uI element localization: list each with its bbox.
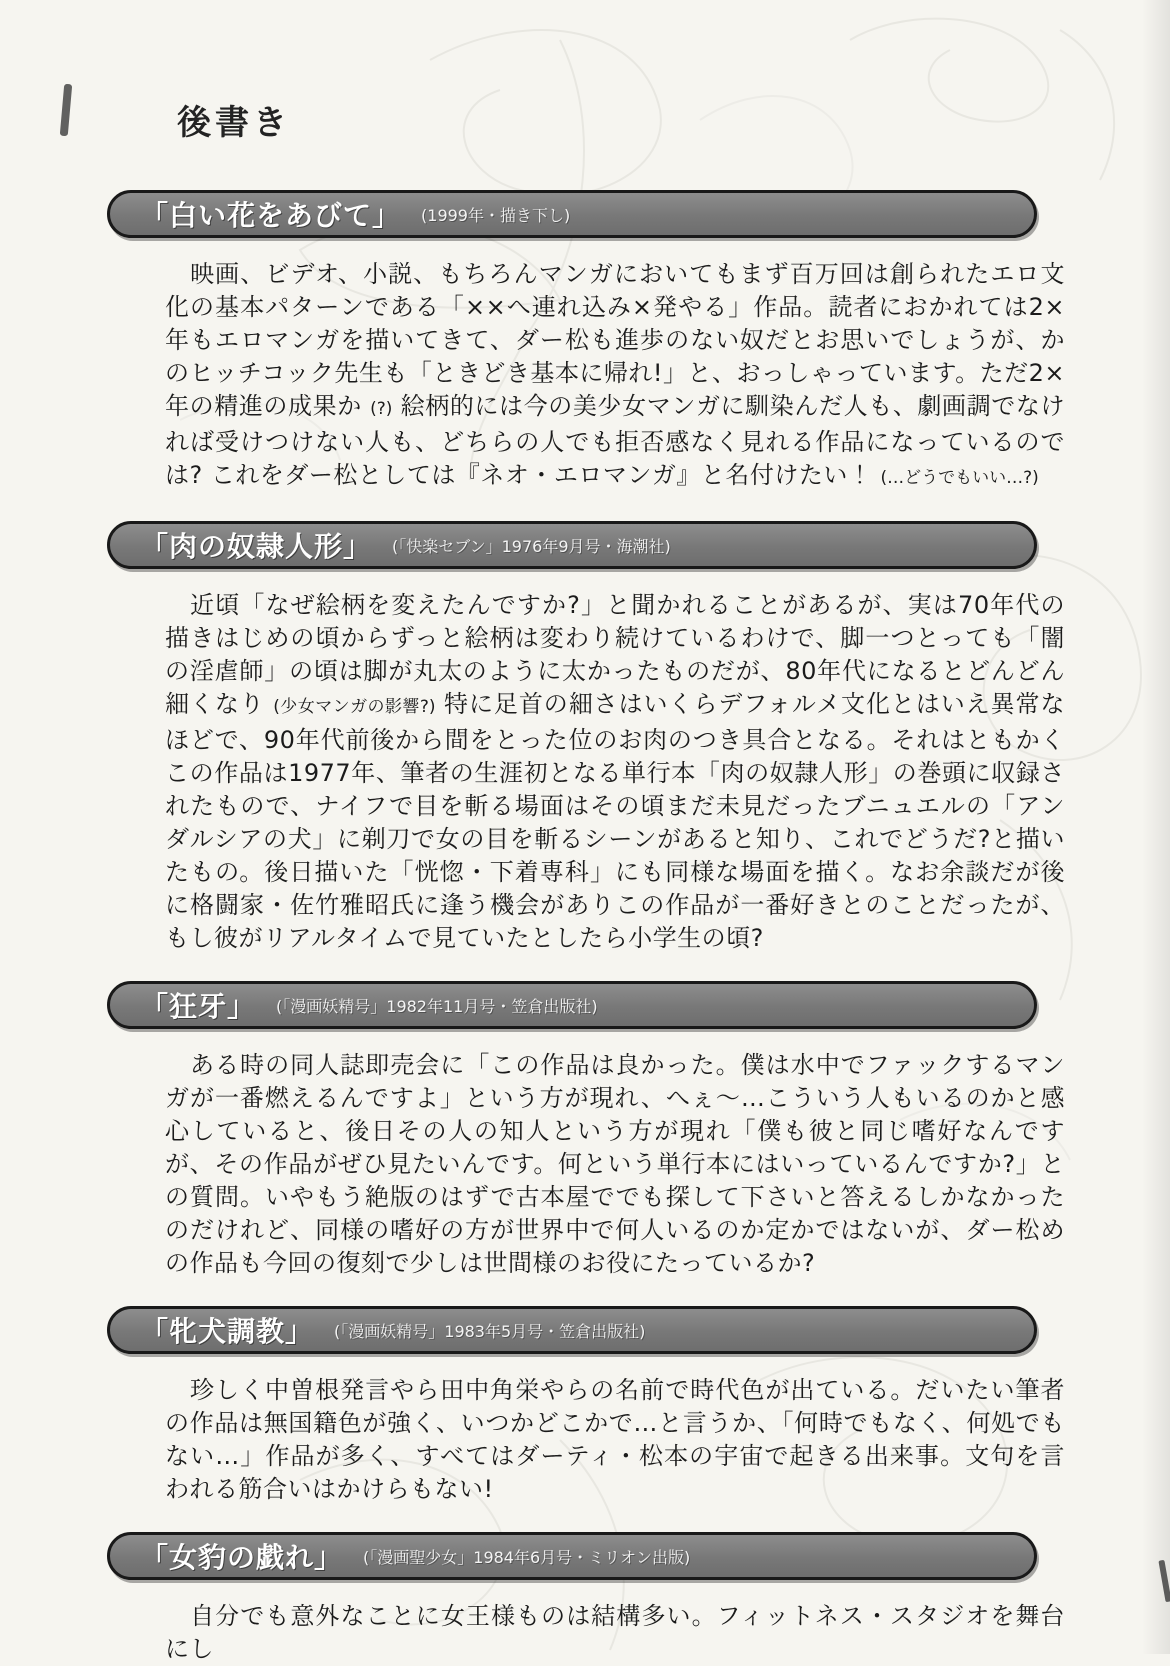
afterword-section-1 [140,190,1065,495]
publication-info: (「快楽セブン」1976年9月号・海潮社) [392,536,671,556]
afterword-section-4 [140,1306,1065,1506]
publication-info: (「漫画聖少女」1984年6月号・ミリオン出版) [363,1547,691,1567]
work-title: 「牝犬調教」 [140,1315,315,1348]
paragraph-text-run: 近頃「なぜ絵柄を変えたんですか?」と聞かれることがあるが、実は70年代の描きはじめの頃からずっと絵柄は変わり続けているわけで、脚一つとっても「闇の淫虐師」の頃は脚が丸太のように太かったものだが、80年代になるとどんどん細くなり [165,591,1065,718]
afterword-section-2 [140,521,1065,955]
section-paragraph [165,258,1065,495]
section-title-bar [107,521,1037,569]
page-title: 後書き [177,103,291,143]
section-title-bar [107,1532,1037,1580]
work-title: 「女豹の戯れ」 [140,1541,344,1574]
afterword-section-3 [140,981,1065,1280]
publication-info: (「漫画妖精号」1983年5月号・笠倉出版社) [334,1321,646,1341]
paragraph-text-run: 自分でも意外なことに女王様ものは結構多い。フィットネス・スタジオを舞台にし [165,1602,1065,1663]
section-paragraph [165,1600,1065,1666]
publication-info: (「漫画妖精号」1982年11月号・笠倉出版社) [276,996,598,1016]
paragraph-text-run: 特に足首の細さはいくらデフォルメ文化とはいえ異常なほどで、90年代前後から間をとった位のお肉のつき具合となる。それはともかくこの作品は1977年、筆者の生涯初となる単行本「肉の奴隷人形」の巻頭に収録されたもので、ナイフで目を斬る場面はその頃まだ未見だったブニュエルの「アンダルシアの犬」に剃刀で女の目を斬るシーンがあると知り、これでどうだ?と描いたもの。後日描いた「恍惚・下着専科」にも同様な場面を描く。なお余談だが後に格闘家・佐竹雅昭氏に逢う機会がありこの作品が一番好きとのことだったが、もし彼がリアルタイムで見ていたとしたら小学生の頃? [165,690,1065,952]
paragraph-small-note: (…どうでもいい…?) [880,468,1039,488]
section-paragraph [165,1374,1065,1506]
section-title-bar [107,981,1037,1029]
paragraph-small-note: (?) [370,399,393,419]
paragraph-text-run: ある時の同人誌即売会に「この作品は良かった。僕は水中でファックするマンガが一番燃えるんですよ」という方が現れ、へぇ〜…こういう人もいるのかと感心していると、後日その人の知人という方が現れ「僕も彼と同じ嗜好なんですが、その作品がぜひ見たいんです。何という単行本にはいっているんですか?」との質問。いやもう絶版のはずで古本屋ででも探して下さいと答えるしかなかったのだけれど、同様の嗜好の方が世界中で何人いるのか定かではないが、ダー松めの作品も今回の復刻で少しは世間様のお役にたっているか? [165,1051,1065,1277]
paragraph-text-run: 珍しく中曽根発言やら田中角栄やらの名前で時代色が出ている。だいたい筆者の作品は無国籍色が強く、いつかどこかで…と言うか、「何時でもなく、何処でもない…」作品が多く、すべてはダーティ・松本の宇宙で起きる出来事。文句を言われる筋合いはかけらもない! [165,1376,1065,1503]
publication-info: (1999年・描き下し) [421,205,571,225]
afterword-section-5 [140,1532,1065,1666]
work-title: 「白い花をあびて」 [140,199,402,232]
section-paragraph [165,1049,1065,1280]
section-paragraph [165,589,1065,955]
section-title-bar [107,190,1037,238]
work-title: 「肉の奴隷人形」 [140,530,373,563]
paragraph-text-run: 映画、ビデオ、小説、もちろんマンガにおいてもまず百万回は創られたエロ文化の基本パターンである「××へ連れ込み×発やる」作品。読者におかれては2×年もエロマンガを描いてきて、ダー松も進歩のない奴だとお思いでしょうが、かのヒッチコック先生も「ときどき基本に帰れ!」と、おっしゃっています。ただ2×年の精進の成果か [165,260,1065,420]
section-title-bar [107,1306,1037,1354]
paragraph-small-note: (少女マンガの影響?) [273,697,436,717]
work-title: 「狂牙」 [140,990,257,1023]
paragraph-text-run: 絵柄的には今の美少女マンガに馴染んだ人も、劇画調でなければ受けつけない人も、どちらの人でも拒否感なく見れる作品になっているのでは? これをダー松としては『ネオ・エロマンガ』と名付けたい！ [165,392,1065,489]
